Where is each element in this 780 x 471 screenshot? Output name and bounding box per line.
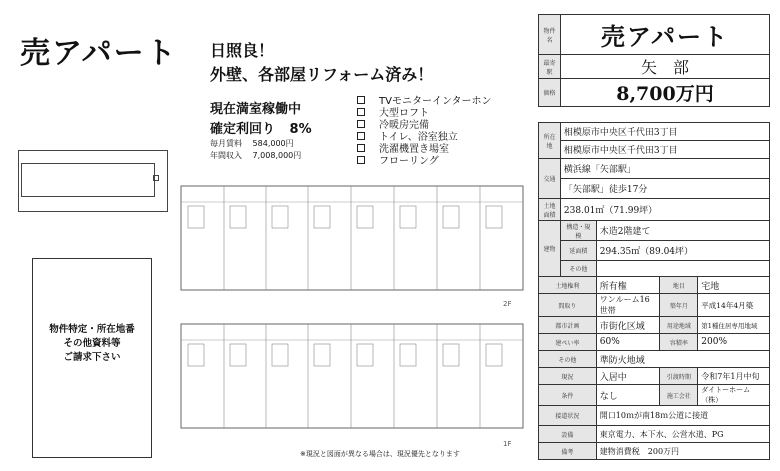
feature-item: フローリング [357,152,439,167]
conditions: なし [596,385,660,406]
request-line-1: 物件特定・所在地番 [49,324,135,335]
tax-note: 建物消費税 200万円 [596,443,769,460]
catch-sunlight: 日照良！ [210,41,275,60]
structure: 木造2階建て [596,221,769,241]
label-name: 物件名 [539,15,561,55]
floor-label-upper: 2F [503,300,512,308]
label-land-area: 土地面積 [539,199,561,221]
checkbox-icon [357,156,365,164]
property-detail-table [538,122,770,460]
address-1: 相模原市中央区千代田3丁目 [560,123,769,141]
checkbox-icon [357,144,365,152]
label-use-zone: 用途地域 [660,317,698,334]
property-name: 売アパート [560,15,769,55]
request-line-3: ご請求下さい [63,352,121,363]
land-rights: 所有権 [596,277,660,294]
label-built: 築年月 [660,294,698,317]
label-delivery: 引渡時期 [660,368,698,385]
built-date: 平成14年4月築 [698,294,770,317]
address-2: 相模原市中央区千代田3丁目 [560,141,769,159]
label-building: 建物 [539,221,561,277]
site-map [18,150,168,212]
yield-row [210,118,312,137]
floor-area: 294.35㎡（89.04坪） [596,241,769,261]
row-name [539,15,770,55]
monthly-value: 584,000円 [252,139,294,148]
yield-label: 確定利回り [210,122,276,137]
label-price: 価格 [539,79,561,107]
label-floor-area: 延面積 [560,241,596,261]
annual-income [210,150,301,161]
request-line-2: その他資料等 [63,338,121,349]
row-price [539,79,770,107]
builder: ダイトーホーム（株） [698,385,770,406]
label-far: 容積率 [660,334,698,351]
feature-item: 大型ロフト [357,104,429,119]
building-coverage: 60% [596,334,660,351]
monthly-label: 毎月賃料 [210,139,242,148]
layout: ワンルーム16世帯 [596,294,660,317]
label-rights: 土地権利 [539,277,597,294]
floor-plan-upper [180,178,525,298]
label-station: 最寄駅 [539,55,561,79]
label-location: 所在地 [539,123,561,159]
label-bcr: 建ぺい率 [539,334,597,351]
row-station [539,55,770,79]
label-road: 接道状況 [539,406,597,426]
road-access: 開口10ｍが南18ｍ公道に接道 [596,406,769,426]
label-other: その他 [560,261,596,277]
floor-plan-lower [180,318,525,438]
checkbox-icon [357,96,365,104]
site-marker [153,175,159,181]
document-request-box [32,258,152,458]
feature-item: 冷暖房完備 [357,116,429,131]
occupancy-status: 現在満室稼働中 [210,102,302,117]
label-utilities: 設備 [539,426,597,443]
catch-renovated: 外壁、各部屋リフォーム済み！ [210,65,434,84]
current-status: 入居中 [596,368,660,385]
property-spec-table [538,14,770,107]
page-title: 売アパート [20,36,178,71]
monthly-rent [210,138,294,149]
price-value: 8,700万円 [560,79,769,107]
use-zone: 第1種住居専用地域 [698,317,770,334]
floor-area-ratio: 200% [698,334,770,351]
land-area: 238.01㎡（71.99坪） [560,199,769,221]
fire-zone: 準防火地域 [596,351,769,368]
floor-label-lower: 1F [503,440,512,448]
chimoku: 宅地 [698,277,770,294]
train-line: 横浜線「矢部駅」 [560,159,769,179]
feature-item: トイレ、浴室独立 [357,128,458,143]
zoning: 市街化区域 [596,317,660,334]
annual-label: 年間収入 [210,151,242,160]
label-traffic: 交通 [539,159,561,199]
checkbox-icon [357,132,365,140]
walk-time: 「矢部駅」徒歩17分 [560,179,769,199]
station-name: 矢 部 [560,55,769,79]
utilities: 東京電力、本下水、公営水道、PG [596,426,769,443]
checkbox-icon [357,120,365,128]
delivery-time: 令和7年1月中旬 [698,368,770,385]
checkbox-icon [357,108,365,116]
label-chimoku: 地目 [660,277,698,294]
label-zoning: 都市計画 [539,317,597,334]
label-conditions: 条件 [539,385,597,406]
label-misc: 備考 [539,443,597,460]
label-layout: 間取り [539,294,597,317]
site-building-outline [21,163,155,197]
disclaimer-note: ※現況と図面が異なる場合は、現況優先となります [300,450,460,458]
label-structure: 構造・規模 [560,221,596,241]
annual-value: 7,008,000円 [252,151,302,160]
label-current: 現況 [539,368,597,385]
yield-value: 8% [289,122,312,137]
label-builder: 施工会社 [660,385,698,406]
feature-item: TVモニターインターホン [357,92,492,107]
label-other-2: その他 [539,351,597,368]
feature-item: 洗濯機置き場室 [357,140,449,155]
